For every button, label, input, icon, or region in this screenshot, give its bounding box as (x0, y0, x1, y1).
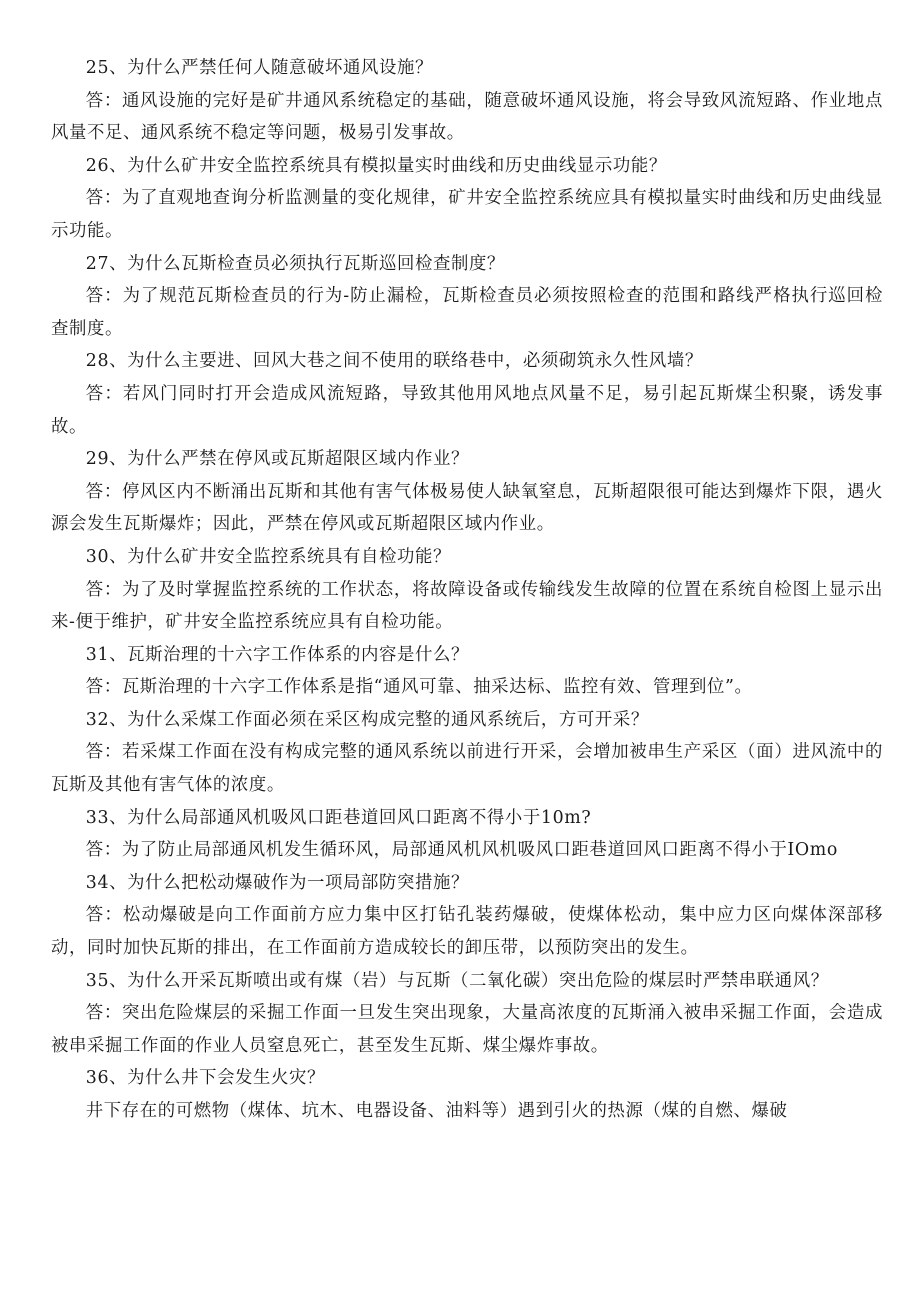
answer-36: 井下存在的可燃物（煤体、坑木、电器设备、油料等）遇到引火的热源（煤的自燃、爆破 (85, 1101, 788, 1121)
question-26: 26、为什么矿井安全监控系统具有模拟量实时曲线和历史曲线显示功能？ (85, 155, 667, 176)
question-30: 30、为什么矿井安全监控系统具有自检功能？ (85, 546, 451, 567)
answer-27: 答：为了规范瓦斯检查员的行为-防止漏检，瓦斯检查员必须按照检查的范围和路线严格执行巡回检查制度。 (51, 286, 883, 339)
answer-26: 答：为了直观地查询分析监测量的变化规律，矿井安全监控系统应具有模拟量实时曲线和历史曲线显示功能。 (51, 188, 883, 241)
question-28: 28、为什么主要进、回风大巷之间不使用的联络巷中，必须砌筑永久性风墙？ (85, 351, 703, 372)
question-36: 36、为什么井下会发生火灾？ (85, 1068, 326, 1089)
answer-31: 答：瓦斯治理的十六字工作体系是指“通风可靠、抽采达标、监控有效、管理到位”。 (85, 677, 753, 698)
question-33: 33、为什么局部通风机吸风口距巷道回风口距离不得小于10m? (85, 807, 592, 828)
answer-28: 答：若风门同时打开会造成风流短路，导致其他用风地点风量不足，易引起瓦斯煤尘积聚，诱发事故。 (51, 383, 883, 437)
question-32: 32、为什么采煤工作面必须在采区构成完整的通风系统后，方可开采？ (85, 709, 649, 730)
question-29: 29、为什么严禁在停风或瓦斯超限区域内作业？ (85, 449, 469, 470)
answer-34: 答：松动爆破是向工作面前方应力集中区打钻孔装药爆破，使煤体松动，集中应力区向煤体深部移动，同时加快瓦斯的排出，在工作面前方造成较长的卸压带，以预防突出的发生。 (51, 905, 883, 959)
question-35: 35、为什么开采瓦斯喷出或有煤（岩）与瓦斯（二氧化碳）突出危险的煤层时严禁串联通风？ (85, 970, 829, 991)
answer-30: 答：为了及时掌握监控系统的工作状态，将故障设备或传输线发生故障的位置在系统自检图上显示出来-便于维护，矿井安全监控系统应具有自检功能。 (51, 579, 883, 633)
question-31: 31、瓦斯治理的十六字工作体系的内容是什么？ (85, 644, 469, 665)
answer-35: 答：突出危险煤层的采掘工作面一旦发生突出现象，大量高浓度的瓦斯涌入被串采掘工作面，会造成被串采掘工作面的作业人员窒息死亡，甚至发生瓦斯、煤尘爆炸事故。 (51, 1003, 883, 1056)
answer-33: 答：为了防止局部通风机发生循环风，局部通风机风机吸风口距巷道回风口距离不得小于IOmo (85, 840, 838, 861)
question-27: 27、为什么瓦斯检查员必须执行瓦斯巡回检查制度？ (85, 253, 505, 274)
question-25: 25、为什么严禁任何人随意破坏通风设施？ (85, 58, 433, 78)
question-34: 34、为什么把松动爆破作为一项局部防突措施？ (85, 872, 469, 893)
document-body (51, 52, 883, 1128)
answer-25: 答：通风设施的完好是矿井通风系统稳定的基础，随意破坏通风设施，将会导致风流短路、作业地点风量不足、通风系统不稳定等问题，极易引发事故。 (51, 90, 883, 144)
answer-32: 答：若采煤工作面在没有构成完整的通风系统以前进行开采，会增加被串生产采区（面）进风流中的瓦斯及其他有害气体的浓度。 (51, 742, 883, 796)
answer-29: 答：停风区内不断涌出瓦斯和其他有害气体极易使人缺氧窒息，瓦斯超限很可能达到爆炸下限，遇火源会发生瓦斯爆炸；因此，严禁在停风或瓦斯超限区域内作业。 (51, 481, 883, 535)
